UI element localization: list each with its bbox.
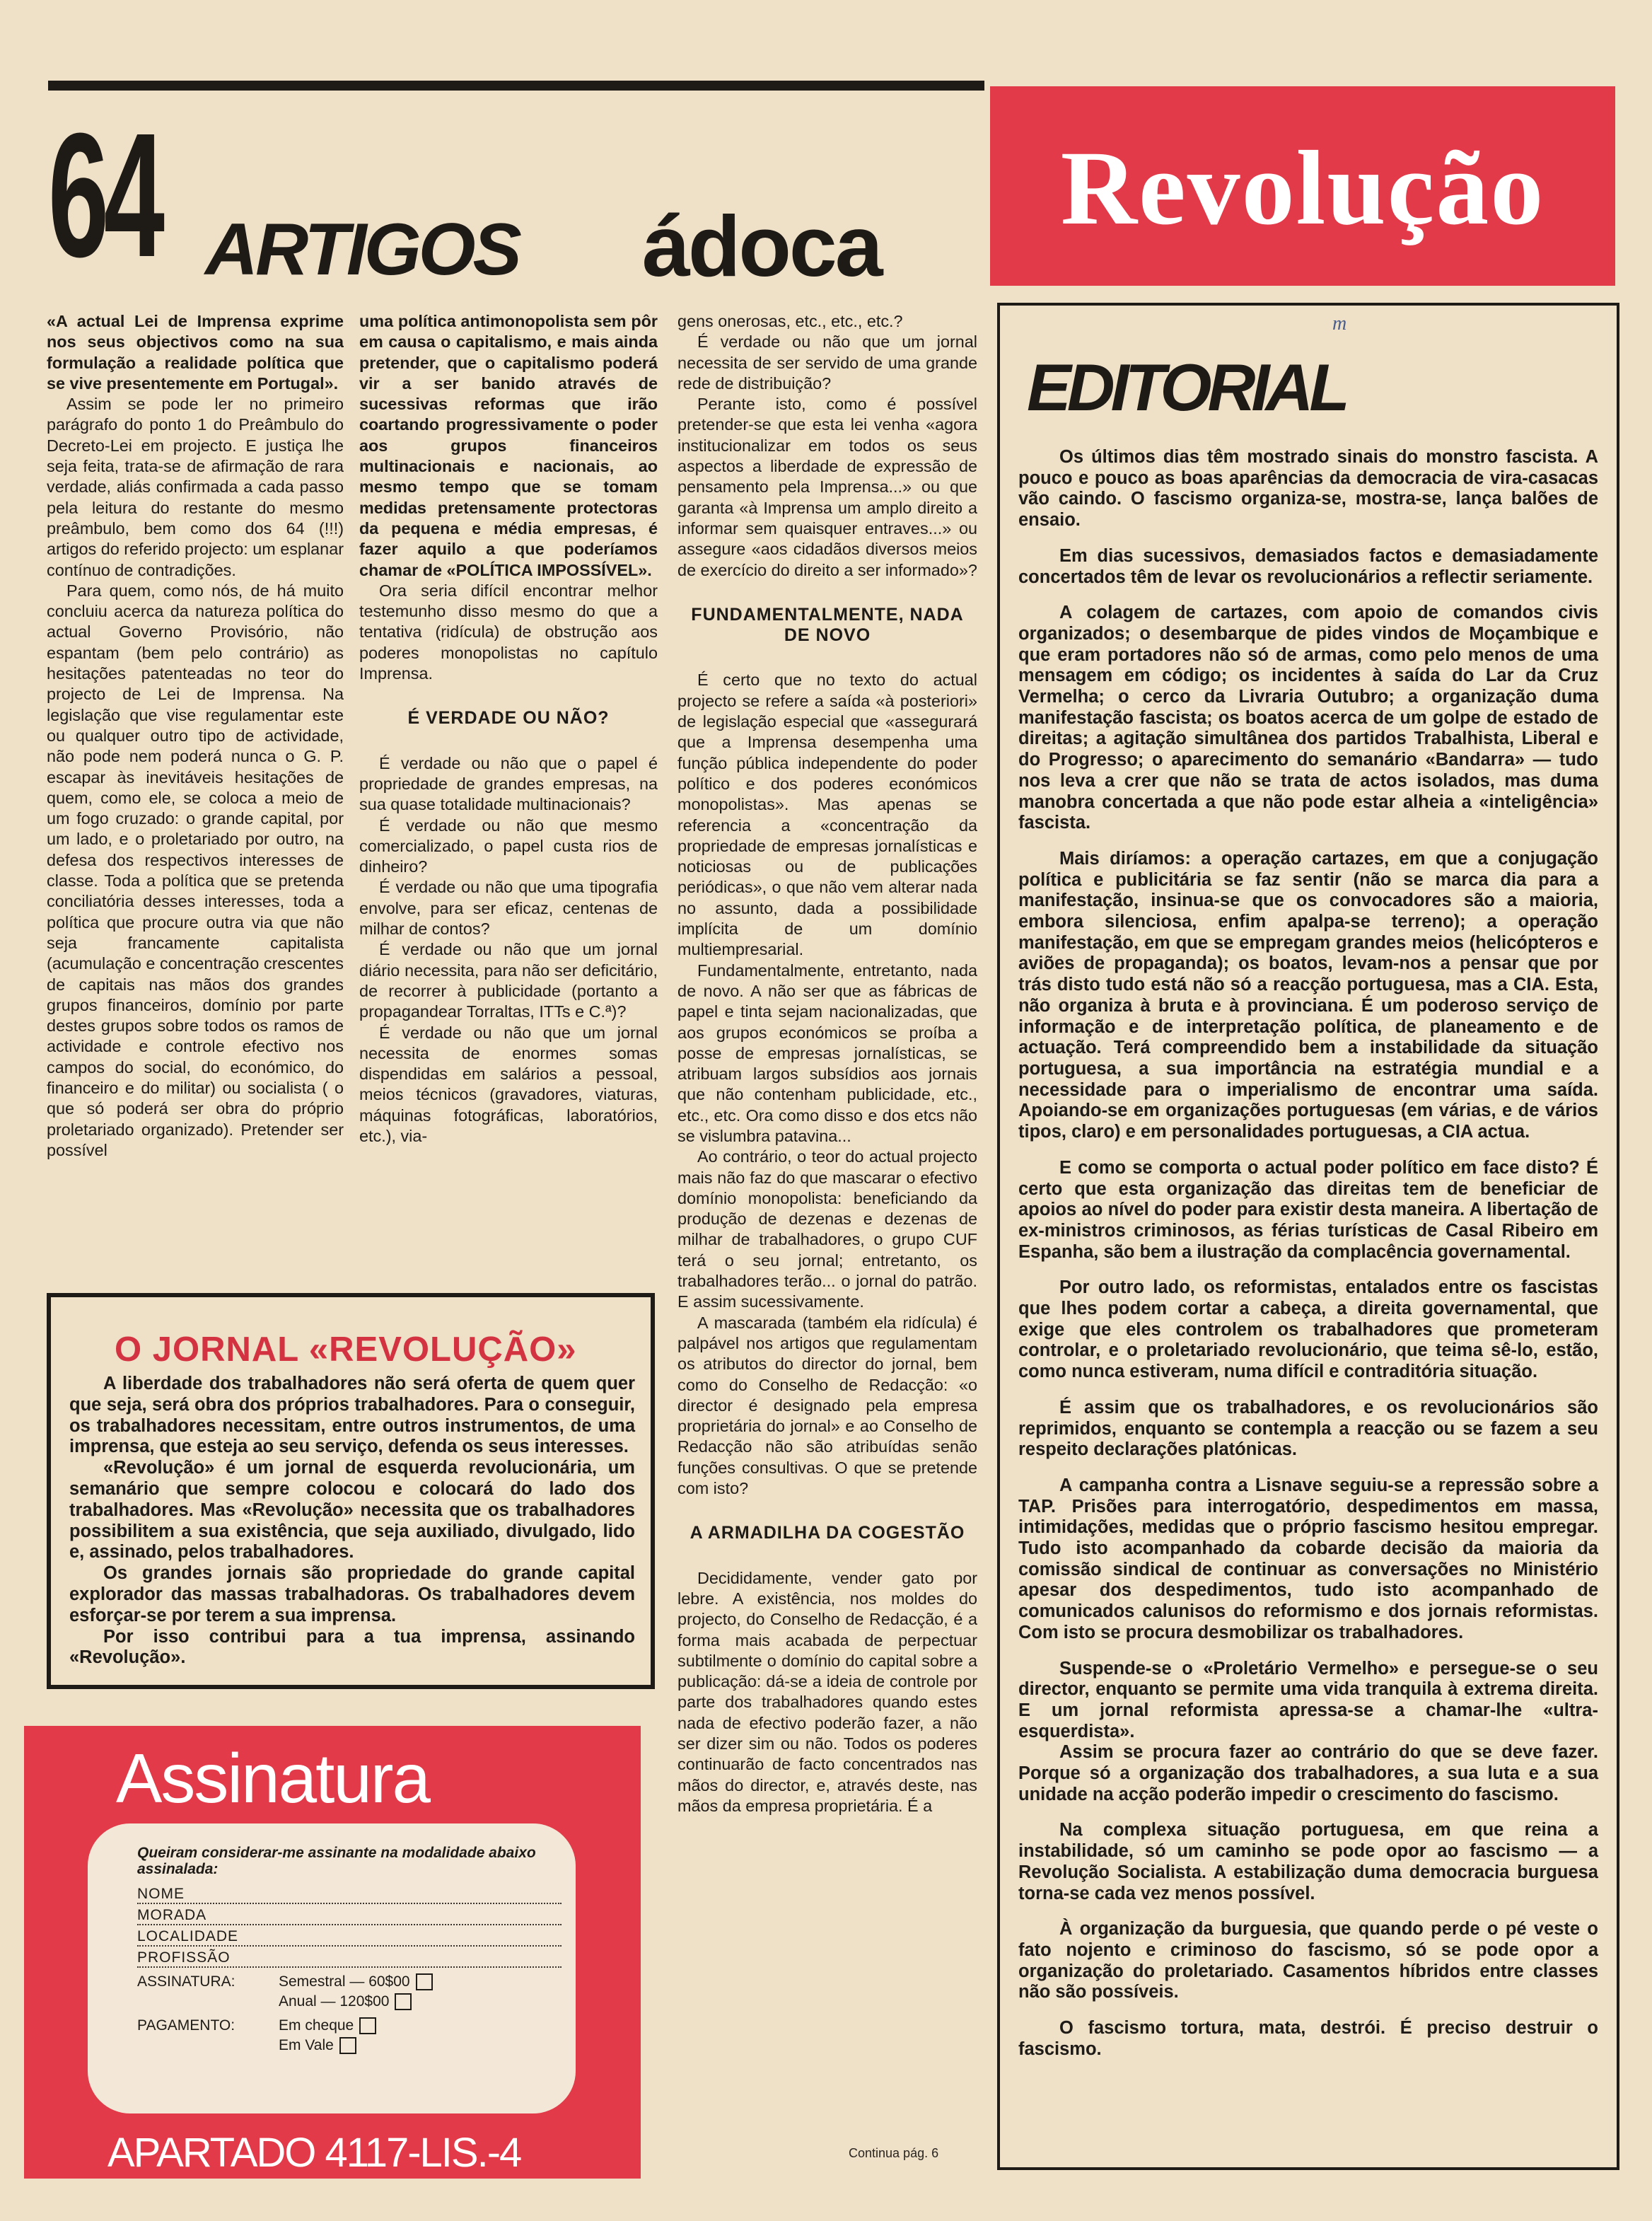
editorial-paragraph: A colagem de cartazes, com apoio de comandos civis organizados; o desembarque de pides vindos de Moçambique e que eram portadores não só de armas, como pelo menos de uma mensagem em código; os incidentes à saída do Lar da Cruz Vermelha; o cerco da Livraria Outubro; a organização duma manifestação fascista; os boatos acerca de um golpe de estado de direitas; a agitação simultânea dos partidos Trabalhista, Liberal e do Progresso; o aparecimento do semanário «Bandarra» — tudo nos leva a crer que não se trata de actos isolados, mas duma manobra concertada a que não pode estar alheia a «inteligência» fascista. bbox=[1018, 603, 1598, 833]
article-paragraph: Assim se pode ler no primeiro parágrafo do ponto 1 do Preâmbulo do Decreto-Lei em projecto. E justiça lhe seja feita, trata-se de afirmação de rara verdade, aliás confirmada a cada passo pela leitura do restante do mesmo preâmbulo, bem como dos 64 (!!!) artigos do referido projecto: um esplanar contínuo de contradições. bbox=[47, 395, 344, 579]
article-column-3 bbox=[677, 311, 977, 2136]
article-paragraph: É verdade ou não que o papel é propriedade de grandes empresas, na sua quase totalidade multinacionais? bbox=[359, 753, 658, 814]
continua-note: Continua pág. 6 bbox=[849, 2146, 939, 2160]
article-paragraph: A mascarada (também ela ridícula) é palpável nos artigos que regulamentam os atributos do director do jornal, bem como do Conselho de Redacção: «o director é designado pela empresa proprietária do jornal» e ao Conselho de Redacção não são atribuídas senão funções consultivas. O que se pretende com isto? bbox=[677, 1313, 977, 1498]
article-paragraph: Fundamentalmente, entretanto, nada de novo. A não ser que as fábricas de papel e tinta sejam nacionalizadas, que aos grupos económicos se proíba a posse de empresas jornalísticas, se atribuam largos subsídios aos jornais que não contenham publicidade, etc., etc., etc. Ora como disso e dos etcs não se vislumbra patavina... bbox=[677, 961, 977, 1145]
editorial-paragraph: À organização da burguesia, que quando perde o pé veste o fato nojento e criminoso do fascismo, só se pode opor a organização do proletariado. Casamentos híbridos entre classes não são possíveis. bbox=[1018, 1919, 1598, 2002]
editorial-paragraph: Os últimos dias têm mostrado sinais do monstro fascista. A pouco e pouco as boas aparências da democracia de vira-casacas vão caindo. O fascismo organiza-se, mostra-se, lança balões de ensaio. bbox=[1018, 447, 1598, 530]
subscription-intro: Queiram considerar-me assinante na modalidade abaixo assinalada: bbox=[137, 1845, 536, 1877]
article-paragraph: É certo que no texto do actual projecto se refere a saída «à posteriori» de legislação especial que «assegurará que a Imprensa desempenha uma função pública independente do poder político e dos poderes económicos monopolistas». Mas apenas se referencia a «concentração da propriedade de empresas jornalísticas e noticiosas ou de publicações periódicas», o que não vem alterar nada no assunto, dada a possibilidade implícita de um domínio multiempresarial. bbox=[677, 671, 977, 959]
option-vale[interactable] bbox=[279, 2037, 356, 2054]
option-anual[interactable] bbox=[279, 1993, 412, 2010]
headline-number: 64 bbox=[48, 96, 160, 294]
checkbox-vale[interactable] bbox=[339, 2037, 356, 2054]
field-label-profissao: PROFISSÃO bbox=[137, 1949, 231, 1966]
jornal-box-title: O JORNAL «REVOLUÇÃO» bbox=[115, 1330, 577, 1369]
subscription-form bbox=[88, 1823, 576, 2113]
checkbox-semestral[interactable] bbox=[416, 1973, 433, 1990]
pagamento-label: PAGAMENTO: bbox=[137, 2017, 235, 2034]
editorial-paragraph: A campanha contra a Lisnave seguiu-se a repressão sobre a TAP. Prisões para interrogatório, despedimentos em massa, intimidações, medidas que o próprio fascismo hesitou empregar. Tudo isto acompanhado da cobarde decisão da maioria da comissão sindical de continuar as conversações no Ministério apesar dos despedimentos, tudo isto acompanhado de comunicados calunisos do reformismo e dos jornais reformistas. Com isto se procura desmobilizar os trabalhadores. bbox=[1018, 1475, 1598, 1642]
editorial-paragraph: Na complexa situação portuguesa, em que reina a instabilidade, só um caminho se pode opor ao fascismo — a Revolução Socialista. A estabilização duma democracia burguesa torna-se cada vez menos possível. bbox=[1018, 1820, 1598, 1903]
editorial-paragraph: Assim se procura fazer ao contrário do que se deve fazer. Porque só a organização dos trabalhadores, a sua luta e a sua unidade na acção poderão impedir o crescimento do fascismo. bbox=[1018, 1742, 1598, 1804]
jornal-box-paragraph: A liberdade dos trabalhadores não será oferta de quem quer que seja, será obra dos próprios trabalhadores. Para o conseguir, os trabalhadores necessitam, entre outros instrumentos, de uma imprensa, que esteja ao seu serviço, defenda os seus interesses. bbox=[69, 1374, 635, 1457]
subscription-block bbox=[24, 1726, 641, 2179]
option-semestral-label: Semestral — 60$00 bbox=[279, 1973, 410, 1990]
jornal-box-paragraph: Por isso contribui para a tua imprensa, assinando «Revolução». bbox=[69, 1626, 635, 1668]
field-label-localidade: LOCALIDADE bbox=[137, 1928, 239, 1944]
editorial-paragraph: É assim que os trabalhadores, e os revolucionários são reprimidos, enquanto se contempla a reacção ou se fazem a seu respeito declarações platónicas. bbox=[1018, 1397, 1598, 1460]
article-paragraph: É verdade ou não que um jornal diário necessita, para não ser deficitário, de recorrer à publicidade (portanto a propagandear Torraltas, ITTs e C.ª)? bbox=[359, 940, 658, 1021]
article-paragraph: uma política antimonopolista sem pôr em causa o capitalismo, e mais ainda pretender, que o capitalismo poderá vir a ser banido através de sucessivas reformas que irão coartando progressivamente o poder aos grupos financeiros multinacionais e nacionais, ao mesmo tempo que se tomam medidas pretensamente protectoras da pequena e média empresas, é fazer aquilo a que poderíamos chamar de «POLÍTICA IMPOSSÍVEL». bbox=[359, 312, 658, 579]
field-label-nome: NOME bbox=[137, 1886, 185, 1902]
headline-artigos: ARTIGOS bbox=[205, 209, 519, 291]
article-column-2 bbox=[359, 311, 658, 1280]
option-cheque-label: Em cheque bbox=[279, 2017, 354, 2034]
article-paragraph: Perante isto, como é possível pretender-se que esta lei venha «agora institucionalizar em todos os seus aspectos a liberdade de expressão de pensamento pela Imprensa...» ou que garanta «à Imprensa um amplo direito a informar sem quaisquer entraves...» ou assegure «aos cidadãos diversos meios de exercício do direito a ser informado»? bbox=[677, 395, 977, 579]
name-field[interactable] bbox=[137, 1903, 562, 1904]
checkbox-anual[interactable] bbox=[395, 1993, 412, 2010]
headline-adoca: ádoca bbox=[642, 198, 881, 294]
checkbox-cheque[interactable] bbox=[359, 2017, 376, 2034]
profession-field[interactable] bbox=[137, 1966, 562, 1968]
handwritten-mark: m bbox=[1332, 313, 1347, 335]
field-label-morada: MORADA bbox=[137, 1907, 207, 1923]
column-subheading: A ARMADILHA DA COGESTÃO bbox=[690, 1523, 965, 1543]
masthead-title: Revolução bbox=[1060, 129, 1545, 247]
subscription-address: APARTADO 4117-LIS.-4 bbox=[107, 2130, 521, 2176]
editorial-body bbox=[1018, 447, 1598, 2075]
article-paragraph: Decididamente, vender gato por lebre. A existência, nos moldes do projecto, do Conselho de Redacção, é a forma mais acabada de perpectuar subtilmente o domínio do capital sobre a publicação: dá-se a ideia de controle por parte dos trabalhadores quando estes nada de efectivo poderão fazer, a não ser dizer sim ou não. Todos os poderes continuarão de facto concentrados nas mãos do director, e, através deste, nas mãos da empresa proprietária. É a bbox=[677, 1568, 977, 1815]
article-paragraph: É verdade ou não que uma tipografia envolve, para ser eficaz, centenas de milhar de contos? bbox=[359, 878, 658, 939]
option-semestral[interactable] bbox=[279, 1973, 433, 1990]
article-paragraph: «A actual Lei de Imprensa exprime nos seus objectivos como na sua formulação a realidade política que se vive presentemente em Portugal». bbox=[47, 312, 344, 393]
editorial-box bbox=[997, 303, 1619, 2170]
jornal-box-paragraph: «Revolução» é um jornal de esquerda revolucionária, um semanário que sempre colocou e colocará do lado dos trabalhadores. Mas «Revolução» necessita que os trabalhadores possibilitem a sua existência, que seja auxiliado, divulgado, lido e, assinado, pelos trabalhadores. bbox=[69, 1458, 635, 1562]
editorial-paragraph: Em dias sucessivos, demasiados factos e demasiadamente concertados têm de levar os revolucionários a reflectir seriamente. bbox=[1018, 545, 1598, 587]
locality-field[interactable] bbox=[137, 1945, 562, 1947]
article-paragraph: gens onerosas, etc., etc., etc.? bbox=[677, 312, 903, 330]
assinatura-label: ASSINATURA: bbox=[137, 1973, 235, 1990]
jornal-box-paragraph: Os grandes jornais são propriedade do grande capital explorador das massas trabalhadoras. Os trabalhadores devem esforçar-se por terem a sua imprensa. bbox=[69, 1563, 635, 1625]
top-rule bbox=[48, 81, 984, 91]
jornal-box-text bbox=[69, 1374, 635, 1669]
article-paragraph: É verdade ou não que um jornal necessita de ser servido de uma grande rede de distribuição? bbox=[677, 332, 977, 393]
masthead bbox=[990, 86, 1615, 286]
article-paragraph: Para quem, como nós, de há muito concluiu acerca da natureza política do actual Governo Provisório, não espantam (bem pelo contrário) as hesitações patenteadas no teor do projecto de Lei de Imprensa. Na legislação que vise regulamentar este ou qualquer outro tipo de actividade, não pode nem poderá nunca o G. P. escapar às inevitáveis hesitações de quem, como ele, se coloca a meio de um fogo cruzado: o grande capital, por um lado, e o proletariado por outro, na defesa dos respectivos interesses de classe. Toda a política que se pretenda conciliatória desses interesses, toda a política que procure outra via que não seja francamente capitalista (acumulação e concentração crescentes de capitais nas mãos dos grandes grupos financeiros, domínio por parte destes grupos sobre todos os ramos de actividade e controle efectivo nos campos do social, do económico, do financeiro e do militar) ou socialista ( o que só poderá ser obra do próprio proletariado organizado). Pretender ser possível bbox=[47, 581, 344, 1159]
subscription-title: Assinatura bbox=[116, 1739, 430, 1817]
editorial-paragraph: Mais diríamos: a operação cartazes, em que a conjugação política e publicitária se faz sentir (não se marca dia para a manifestação, insinua-se que os convocadores são a maioria, embora silenciosa, enfim apalpa-se terreno); a operação manifestação, em que se empregam grandes meios (helicópteros e aviões de propaganda); os boatos, levam-nos a pensar que por trás disto tudo está não só a reacção portuguesa, mas a CIA. Esta, não organiza à bruta e à provinciana. É um poderoso serviço de informação e de interpretação política, de planeamento e de actuação. Terá compreendido bem a instabilidade da situação portuguesa, a sua importância na estratégia mundial e a necessidade para o imperialismo de encontrar uma saída. Apoiando-se em organizações portuguesas (em várias, e de vários tipos, claro) e em personalidades portuguesas, a CIA actua. bbox=[1018, 848, 1598, 1142]
editorial-paragraph: Por outro lado, os reformistas, entalados entre os fascistas que lhes podem cortar a cabeça, a direita governamental, que exige que eles controlem os trabalhadores que prometeram controlar, e o proletariado revolucionário, que teima sê-lo, estão, como nunca estiveram, numa difícil e contraditória situação. bbox=[1018, 1277, 1598, 1382]
editorial-paragraph: Suspende-se o «Proletário Vermelho» e persegue-se o seu director, enquanto se permite uma vida tranquila à extrema direita. E um jornal reformista apressa-se a chamar-lhe «ultra-esquerdista». bbox=[1018, 1658, 1598, 1741]
article-paragraph: Ora seria difícil encontrar melhor testemunho disso mesmo do que a tentativa (ridícula) de obstrução aos poderes monopolistas no capítulo Imprensa. bbox=[359, 581, 658, 683]
article-column-1 bbox=[47, 311, 344, 1280]
headline bbox=[48, 96, 897, 294]
editorial-paragraph: E como se comporta o actual poder político em face disto? É certo que esta organização das direitas tem de beneficiar de apoios ao nível do poder para existir desta maneira. A libertação de ex-ministros criminosos, as férias turísticas de Casal Ribeiro em Espanha, são bem a ilustração da complacência governamental. bbox=[1018, 1157, 1598, 1262]
address-field[interactable] bbox=[137, 1924, 562, 1925]
option-vale-label: Em Vale bbox=[279, 2037, 334, 2053]
jornal-revolucao-box bbox=[47, 1293, 655, 1689]
article-paragraph: É verdade ou não que mesmo comercializado, o papel custa rios de dinheiro? bbox=[359, 816, 658, 876]
editorial-paragraph: O fascismo tortura, mata, destrói. É preciso destruir o fascismo. bbox=[1018, 2018, 1598, 2059]
column-subheading: É VERDADE OU NÃO? bbox=[407, 708, 610, 729]
option-anual-label: Anual — 120$00 bbox=[279, 1993, 390, 2010]
editorial-title: EDITORIAL bbox=[1027, 350, 1346, 424]
article-paragraph: É verdade ou não que um jornal necessita de enormes somas dispendidas em salários a pessoal, meios técnicos (gravadores, viaturas, máquinas fotográficas, laboratórios, etc.), via- bbox=[359, 1023, 658, 1145]
option-cheque[interactable] bbox=[279, 2017, 376, 2034]
column-subheading: FUNDAMENTALMENTE, NADA DE NOVO bbox=[691, 604, 964, 646]
article-paragraph: Ao contrário, o teor do actual projecto mais não faz do que mascarar o efectivo domínio monopolista: beneficiando da produção de dezenas e dezenas de milhar de trabalhadores, o grupo CUF terá o seu jornal; entretanto, os trabalhadores terão... o jornal do patrão. E assim sucessivamente. bbox=[677, 1147, 977, 1311]
